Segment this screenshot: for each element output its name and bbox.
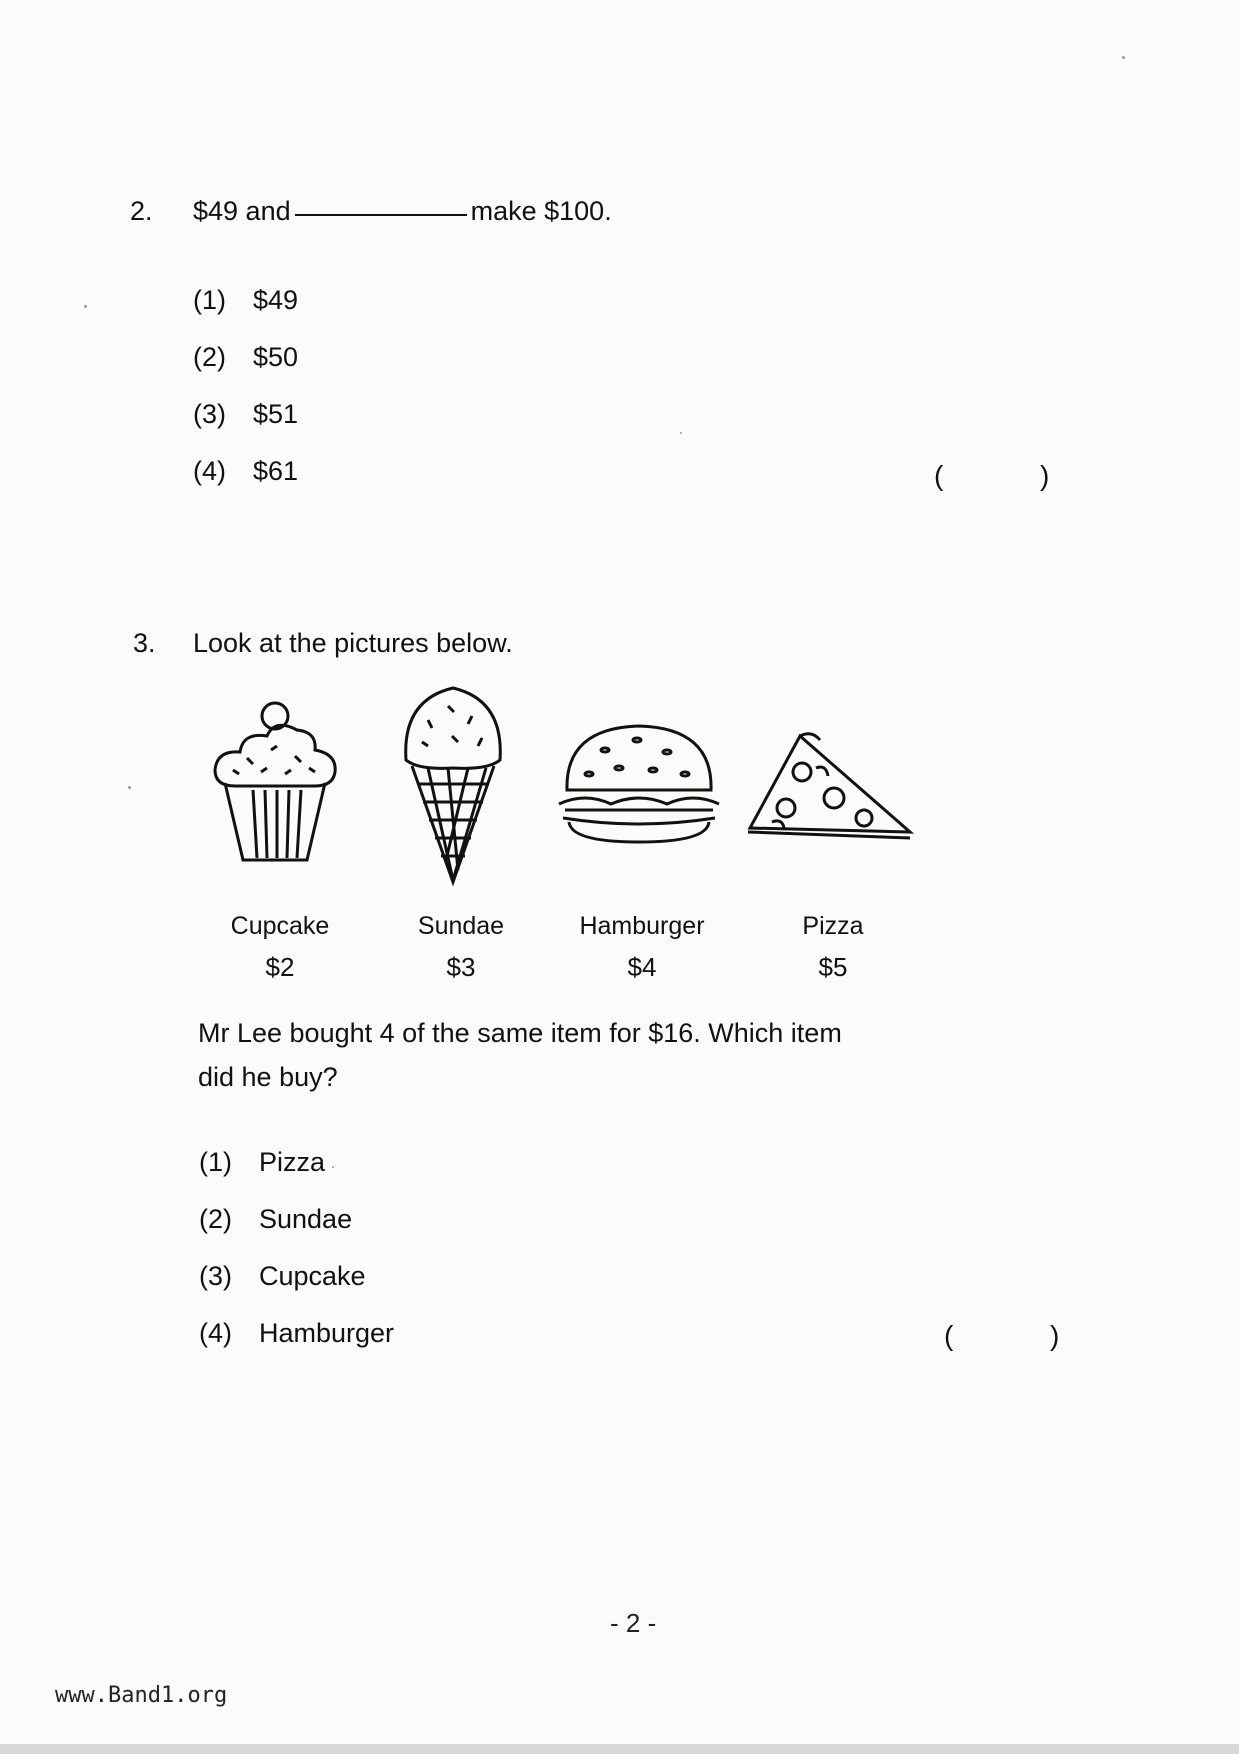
option-label: $61	[253, 456, 299, 486]
question-2-option-4	[193, 456, 298, 487]
item-price-pizza: $5	[818, 952, 848, 982]
option-label: Cupcake	[259, 1261, 366, 1291]
question-2-option-3	[193, 399, 298, 430]
option-number: (2)	[193, 342, 226, 372]
option-label: Hamburger	[259, 1318, 395, 1348]
option-number: (2)	[199, 1204, 232, 1234]
question-3-number: 3.	[133, 628, 156, 658]
item-name-pizza: Pizza	[802, 912, 864, 940]
question-3-option-4	[199, 1318, 394, 1349]
question-2-number: 2.	[130, 196, 153, 226]
scan-speck	[332, 1166, 334, 1168]
item-name-hamburger: Hamburger	[579, 912, 705, 940]
item-price-cupcake: $2	[265, 952, 295, 982]
option-number: (1)	[199, 1147, 232, 1177]
scan-speck	[680, 432, 682, 434]
pizza-slice-icon	[742, 728, 917, 843]
option-label: Pizza	[259, 1147, 326, 1177]
option-label: $50	[253, 342, 299, 372]
scan-speck	[1122, 56, 1125, 59]
item-name-sundae: Sundae	[417, 912, 505, 940]
answer-blank	[295, 214, 467, 216]
item-price-hamburger: $4	[627, 952, 657, 982]
scan-speck	[84, 305, 87, 308]
cupcake-icon	[205, 698, 345, 868]
question-3-intro: Look at the pictures below.	[193, 628, 513, 658]
item-price-sundae: $3	[446, 952, 476, 982]
hamburger-icon	[555, 718, 723, 848]
question-2-option-1	[193, 285, 298, 316]
question-3-text-line-1: Mr Lee bought 4 of the same item for $16. Which item	[198, 1018, 842, 1048]
option-number: (4)	[199, 1318, 232, 1348]
item-name-cupcake: Cupcake	[230, 912, 330, 940]
question-3-text-line-2: did he buy?	[198, 1062, 338, 1092]
option-number: (3)	[193, 399, 226, 429]
question-3-option-3	[199, 1261, 366, 1292]
option-number: (4)	[193, 456, 226, 486]
ice-cream-cone-icon	[398, 680, 508, 890]
page-number: - 2 -	[610, 1608, 657, 1638]
question-2-stem	[193, 196, 612, 227]
option-label: $49	[253, 285, 299, 315]
scan-edge	[0, 1744, 1239, 1754]
question-2-text-before: $49 and	[193, 196, 291, 226]
scan-speck	[128, 786, 131, 789]
question-2-option-2	[193, 342, 298, 373]
option-number: (1)	[193, 285, 226, 315]
option-label: Sundae	[259, 1204, 353, 1234]
question-2-answer-box-open[interactable]: (	[934, 460, 944, 491]
option-number: (3)	[199, 1261, 232, 1291]
footer-url: www.Band1.org	[55, 1683, 228, 1708]
option-label: $51	[253, 399, 299, 429]
question-3-option-1	[199, 1147, 325, 1178]
question-3-option-2	[199, 1204, 352, 1235]
question-2-text-after: make $100.	[470, 196, 612, 226]
question-3-answer-box-open[interactable]: (	[944, 1320, 954, 1351]
question-3-answer-box-close[interactable]: )	[1050, 1320, 1060, 1351]
question-2-answer-box-close[interactable]: )	[1040, 460, 1050, 491]
